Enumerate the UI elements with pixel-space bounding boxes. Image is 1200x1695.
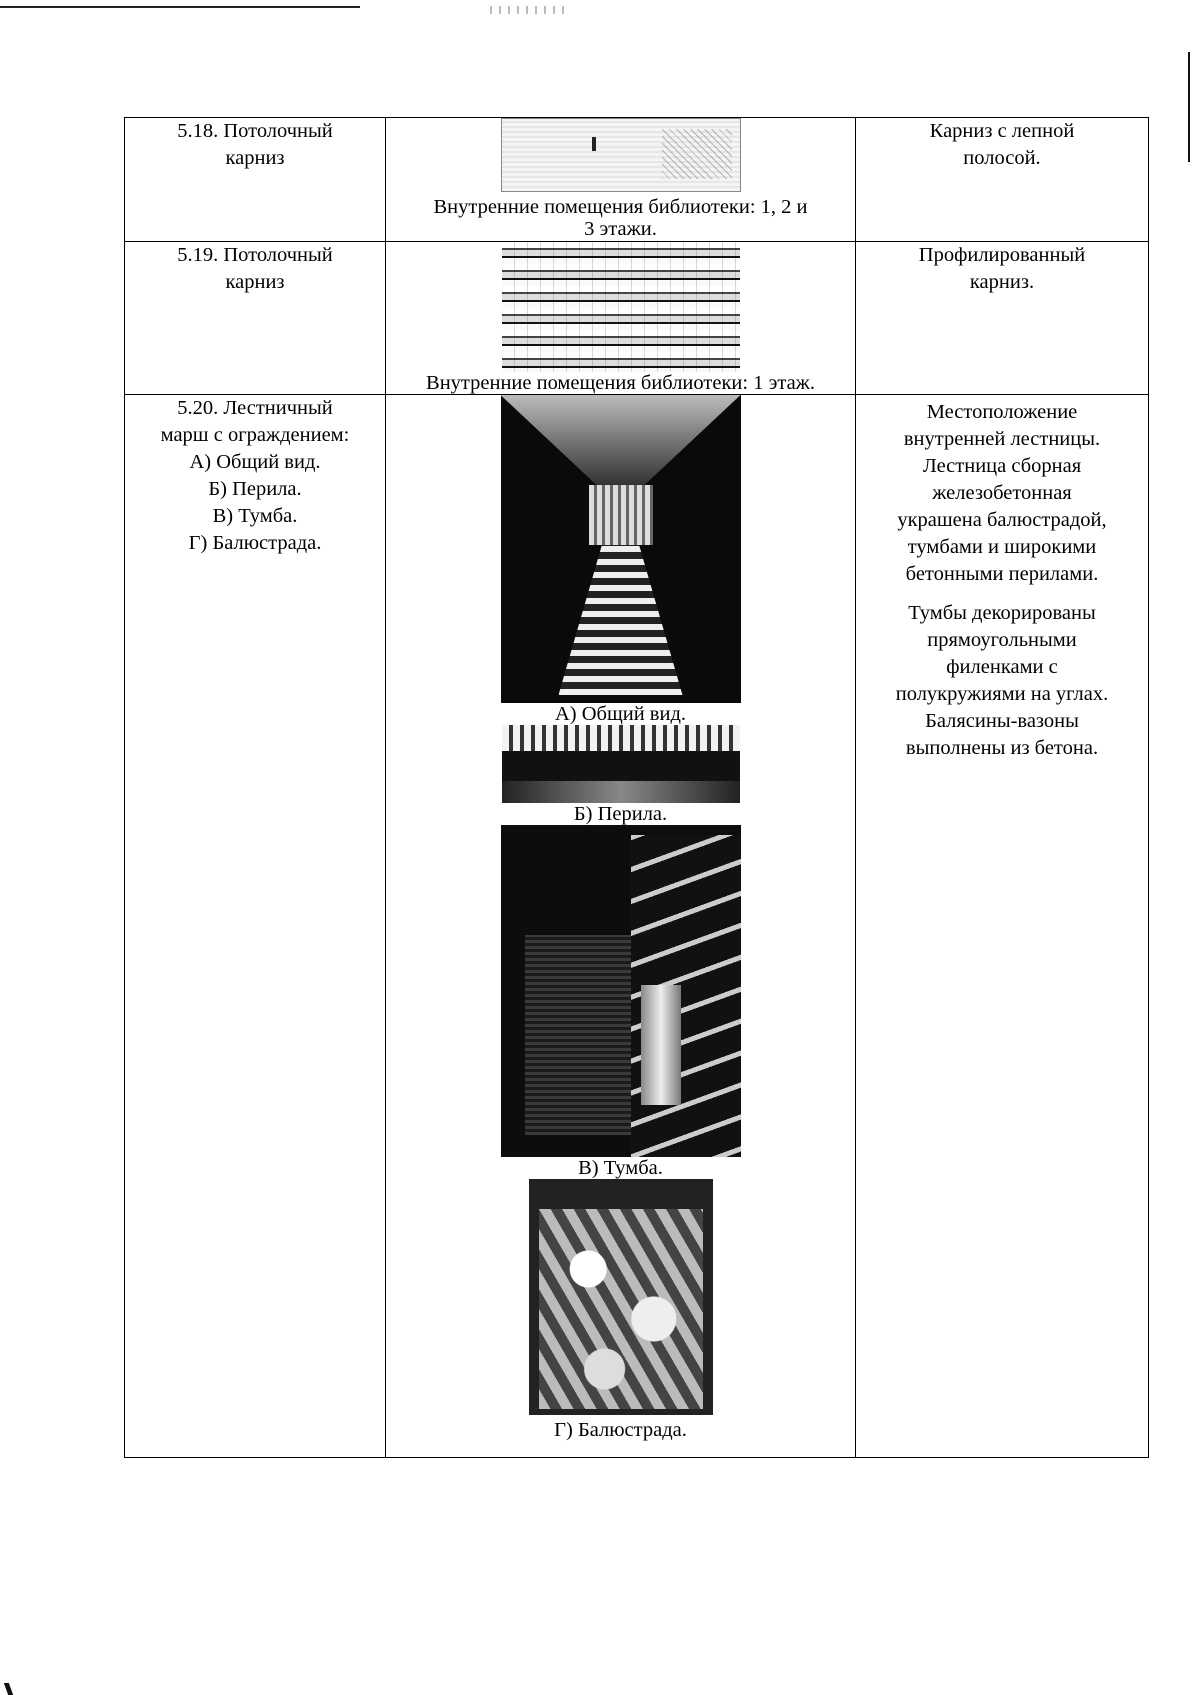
description-line: Балясины-вазоны: [925, 710, 1079, 732]
description-line: Карниз с лепной: [929, 120, 1075, 142]
element-name-line: 5.19. Потолочный: [177, 244, 333, 266]
description-cell: [856, 242, 1149, 395]
photo-newel-post: [501, 825, 741, 1157]
photo-cell: [386, 395, 856, 1458]
photo-balustrade: [529, 1179, 713, 1415]
description-cell: [856, 395, 1149, 1458]
element-name-cell: [125, 395, 386, 1458]
description-line: филенками с: [946, 656, 1058, 678]
photo-staircase-general-view: [501, 395, 741, 703]
description-line: выполнены из бетона.: [905, 737, 1099, 759]
description-paragraph: [856, 399, 1148, 588]
description-line: Тумбы декорированы: [908, 602, 1096, 624]
description-line: Профилированный: [918, 244, 1086, 266]
scan-corner-mark: [4, 1683, 13, 1695]
photo-caption: Б) Перила.: [573, 803, 668, 825]
description-paragraph: [856, 600, 1148, 762]
description-line: тумбами и широкими: [907, 536, 1097, 558]
table-row: [125, 118, 1149, 242]
description-line: внутренней лестницы.: [903, 428, 1101, 450]
photo-ceiling-cornice: [501, 118, 741, 192]
element-name-line: 5.18. Потолочный: [177, 120, 333, 142]
description-line: Лестница сборная: [922, 455, 1082, 477]
photo-cell: [386, 118, 856, 242]
element-name-line: карниз: [225, 147, 285, 169]
table-row: [125, 395, 1149, 1458]
photo-caption: Г) Балюстрада.: [554, 1419, 687, 1441]
element-name-line: марш с ограждением:: [160, 424, 350, 446]
description-line: полукружиями на углах.: [895, 683, 1109, 705]
element-name-line: А) Общий вид.: [189, 451, 321, 473]
element-name-line: 5.20. Лестничный: [177, 397, 333, 419]
element-name-cell: [125, 118, 386, 242]
scan-border-line: [0, 6, 360, 8]
table-row: [125, 242, 1149, 395]
description-line: полосой.: [963, 147, 1041, 169]
element-name-line: карниз: [225, 271, 285, 293]
element-name-line: В) Тумба.: [212, 505, 298, 527]
photo-profiled-cornice: [502, 242, 740, 372]
elements-table: [124, 117, 1149, 1458]
element-name-cell: [125, 242, 386, 395]
scan-specks: [490, 6, 570, 14]
photo-cell: [386, 242, 856, 395]
photo-caption: А) Общий вид.: [554, 703, 687, 725]
description-line: Местоположение: [926, 401, 1078, 423]
description-line: железобетонная: [932, 482, 1072, 504]
photo-caption: 3 этажи.: [584, 218, 657, 240]
scan-edge-mark: [1188, 52, 1190, 162]
photo-caption: В) Тумба.: [578, 1157, 663, 1179]
description-line: прямоугольными: [927, 629, 1077, 651]
element-name-line: Б) Перила.: [208, 478, 302, 500]
description-line: карниз.: [969, 271, 1035, 293]
photo-caption: Внутренние помещения библиотеки: 1, 2 и: [433, 196, 808, 218]
photo-handrail: [502, 725, 740, 803]
description-line: бетонными перилами.: [905, 563, 1099, 585]
description-cell: [856, 118, 1149, 242]
element-name-line: Г) Балюстрада.: [188, 532, 322, 554]
photo-caption: Внутренние помещения библиотеки: 1 этаж.: [426, 372, 815, 394]
description-line: украшена балюстрадой,: [897, 509, 1107, 531]
